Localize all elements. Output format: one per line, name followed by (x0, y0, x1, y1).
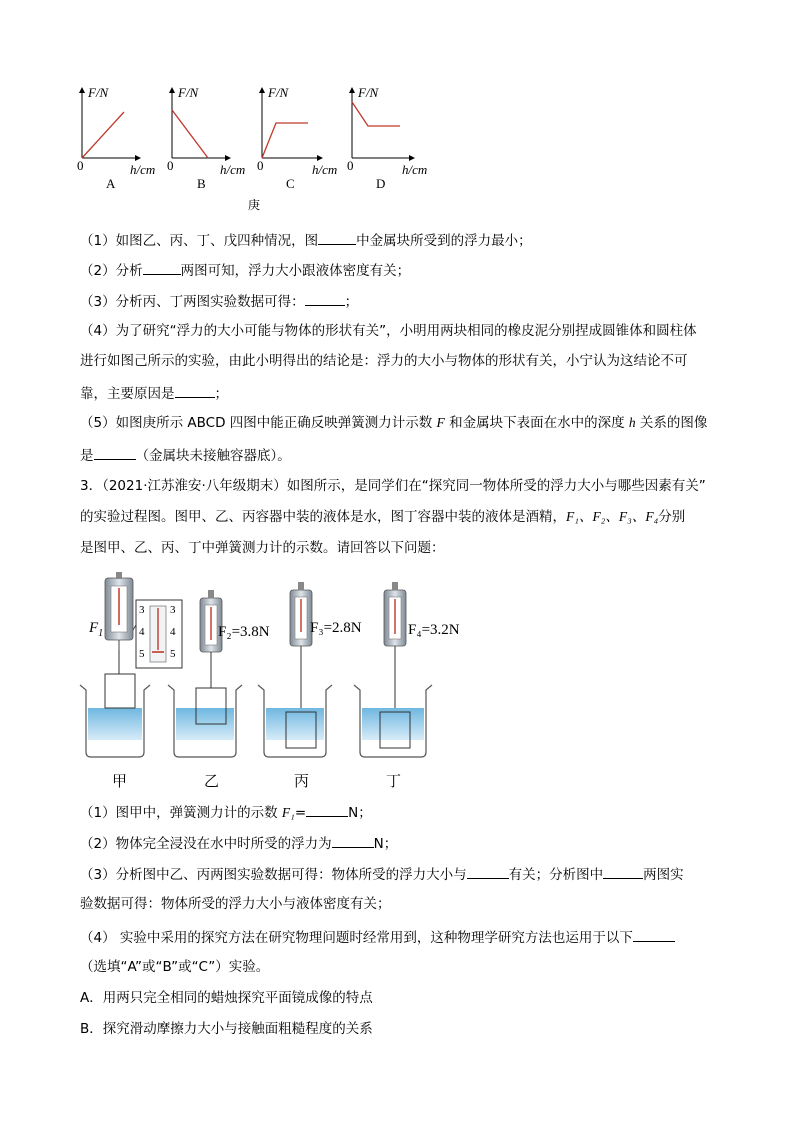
q2-part4-line1: （4）为了研究“浮力的大小可能与物体的形状有关”，小明用两块相同的橡皮泥分别捏成圆锥体和圆柱体 (80, 323, 697, 339)
answer-blank[interactable] (633, 927, 675, 942)
graph-c-x-label: h/cm (312, 162, 338, 177)
f-h-graphs (60, 80, 450, 215)
answer-blank[interactable] (306, 802, 348, 817)
option-a: A．用两只完全相同的蜡烛探究平面镜成像的特点 (80, 990, 373, 1006)
zoom-tick-right-5: 5 (170, 648, 176, 660)
experiment-figure (78, 570, 450, 765)
f4-label: F₄=3.2N (408, 622, 460, 638)
answer-blank[interactable] (467, 864, 509, 879)
graph-c-origin: 0 (257, 158, 264, 173)
answer-blank[interactable] (318, 230, 356, 245)
beaker-caption-ding: 丁 (386, 772, 402, 790)
figure-caption-geng: 庚 (248, 198, 261, 212)
zoom-tick-right-3: 3 (170, 604, 176, 616)
q2-part4-line3: 靠，主要原因是 ； (80, 383, 228, 403)
q3-part1: （1）图甲中，弹簧测力计的示数 F₁= N； (80, 802, 372, 822)
answer-blank[interactable] (305, 291, 345, 306)
graph-a-x-label: h/cm (130, 162, 156, 177)
answer-blank[interactable] (143, 260, 181, 275)
graph-d-origin: 0 (347, 158, 354, 173)
q3-part4-line2: （选填“A”或“B”或“C”）实验。 (80, 959, 270, 975)
graph-a-letter: A (106, 176, 116, 191)
graph-b-y-label: F/N (178, 85, 199, 100)
answer-blank[interactable] (175, 383, 215, 398)
beaker-caption-bing: 丙 (294, 772, 310, 790)
q3-part2: （2）物体完全浸没在水中时所受的浮力为 N； (80, 833, 397, 853)
q2-part3: （3）分析丙、丁两图实验数据可得： ； (80, 291, 358, 311)
beaker-caption-yi: 乙 (204, 772, 220, 790)
setup-bing (258, 582, 332, 757)
graph-d-x-label: h/cm (402, 162, 428, 177)
force-variables: F₁、F₂、F₃、F₄ (566, 509, 659, 524)
graph-b-letter: B (197, 176, 206, 191)
zoom-tick-left-3: 3 (139, 604, 145, 616)
q3-part4-line1: （4） 实验中采用的探究方法在研究物理问题时经常用到，这种物理学研究方法也运用于以下 (80, 927, 675, 947)
graph-d-letter: D (376, 176, 386, 191)
zoom-tick-right-4: 4 (170, 626, 176, 638)
graph-a-origin: 0 (77, 158, 84, 173)
q2-part1: （1）如图乙、丙、丁、戊四种情况，图 中金属块所受到的浮力最小； (80, 230, 532, 250)
graph-d-y-label: F/N (358, 85, 379, 100)
graph-c-letter: C (286, 176, 295, 191)
option-b: B．探究滑动摩擦力大小与接触面粗糙程度的关系 (80, 1021, 373, 1037)
q3-part3-line2: 验数据可得：物体所受的浮力大小与液体密度有关； (80, 896, 391, 912)
f2-label: F₂=3.8N (218, 624, 270, 640)
setup-jia (80, 572, 182, 757)
graph-c-y-label: F/N (268, 85, 289, 100)
zoom-tick-left-5: 5 (139, 648, 145, 660)
setup-ding (354, 582, 432, 757)
f3-label: F₃=2.8N (310, 620, 362, 636)
zoom-tick-left-4: 4 (139, 626, 145, 638)
answer-blank[interactable] (94, 445, 136, 460)
q2-part5-line2: 是 （金属块未接触容器底）。 (80, 445, 291, 465)
q2-part5-line1: （5）如图庚所示 ABCD 四图中能正确反映弹簧测力计示数 F 和金属块下表面在水中的深度 h 关系的图像 (80, 415, 708, 431)
graph-b-x-label: h/cm (220, 162, 246, 177)
q2-part2: （2）分析 两图可知，浮力大小跟液体密度有关； (80, 260, 410, 280)
q2-part4-line2: 进行如图己所示的实验，由此小明得出的结论是：浮力的大小与物体的形状有关，小宁认为这结论不可 (80, 353, 688, 369)
q3-intro-line2: 的实验过程图。图甲、乙、丙容器中装的液体是水，图丁容器中装的液体是酒精，F₁、F₂、F₃、F₄分别 (80, 509, 686, 525)
beaker-caption-jia: 甲 (112, 772, 128, 790)
q3-intro-line1: 3．（2021·江苏淮安·八年级期末）如图所示，是同学们在“探究同一物体所受的浮力大小与哪些因素有关” (80, 478, 706, 494)
graph-a-y-label: F/N (88, 85, 109, 100)
answer-blank[interactable] (332, 833, 374, 848)
q3-intro-line3: 是图甲、乙、丙、丁中弹簧测力计的示数。请回答以下问题： (80, 540, 445, 556)
graph-b-origin: 0 (167, 158, 174, 173)
f1-label: $F_1$ (89, 620, 104, 639)
q3-part3-line1: （3）分析图中乙、丙两图实验数据可得：物体所受的浮力大小与 有关；分析图中 两图实 (80, 864, 684, 884)
answer-blank[interactable] (603, 864, 643, 879)
